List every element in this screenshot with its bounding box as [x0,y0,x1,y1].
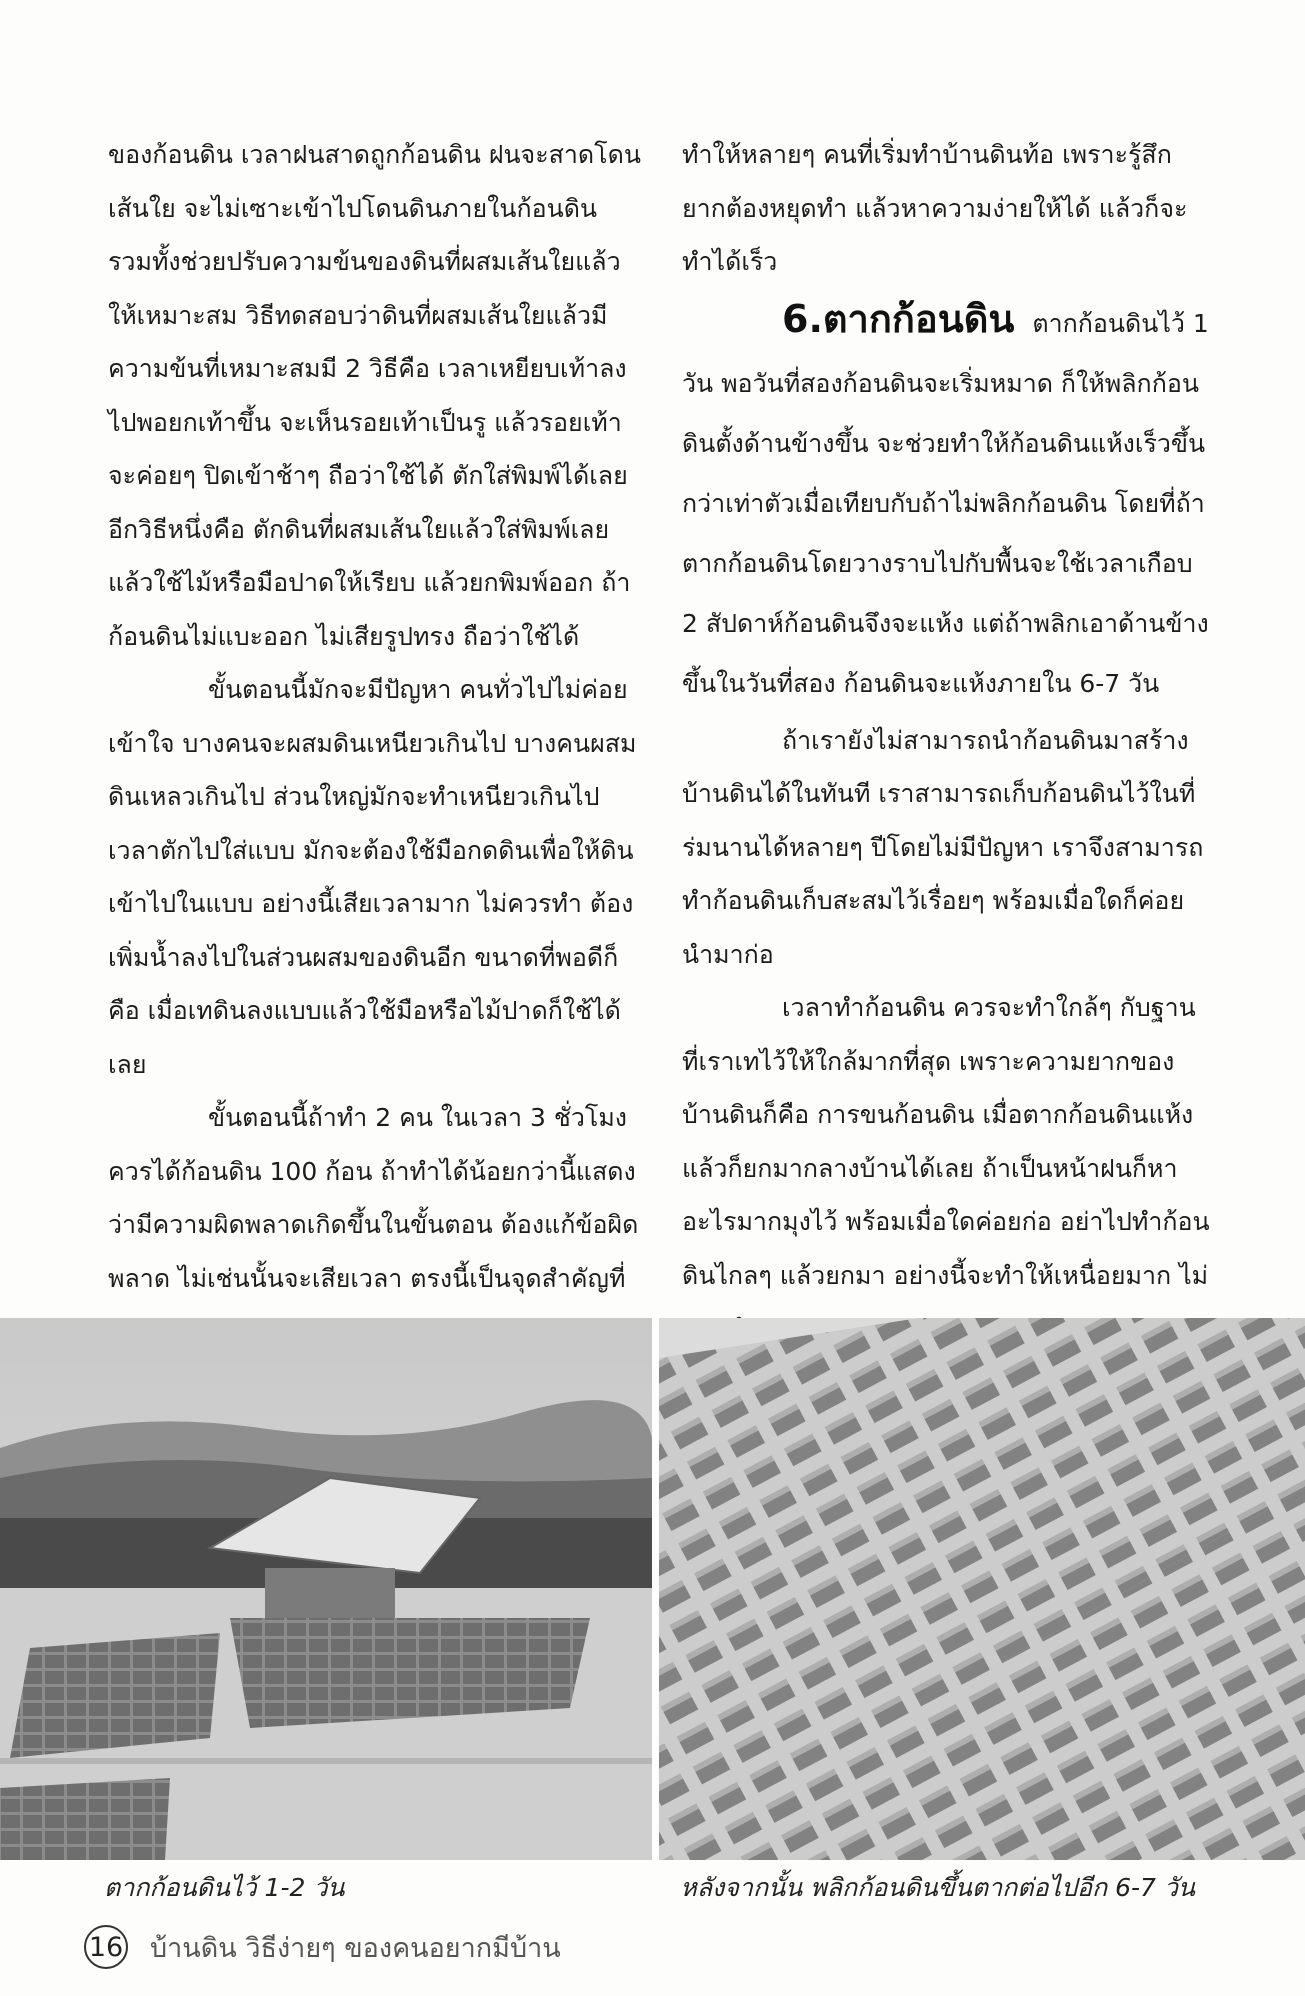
photo-drying-bricks-field [0,1318,652,1860]
section-heading: 6.ตากก้อนดิน [782,296,1015,341]
book-title: บ้านดิน วิธีง่ายๆ ของคนอยากมีบ้าน [150,1932,561,1964]
section-paragraph [682,289,1212,714]
page-footer [84,1922,561,1972]
photo-illustration [0,1318,652,1860]
section-text: ตากก้อนดินไว้ 1 วัน พอวันที่สองก้อนดินจะเริ่มหมาด ก็ให้พลิกก้อนดินตั้งด้านข้างขึ้น จะช่วยทำให้ก้อนดินแห้งเร็วขึ้นกว่าเท่าตัวเมื่อเทียบกับถ้าไม่พลิกก้อนดิน โดยที่ถ้าตากก้อนดินโดยวางราบไปกับพื้นจะใช้เวลาเกือบ 2 สัปดาห์ก้อนดินจึงจะแห้ง แต่ถ้าพลิกเอาด้านข้างขึ้นในวันที่สอง ก้อนดินจะแห้งภายใน 6-7 วัน [682,308,1209,698]
photo-caption-right: หลังจากนั้น พลิกก้อนดินขึ้นตากต่อไปอีก 6-7 วัน [680,1873,1195,1902]
photo-bricks-turned-on-side [659,1318,1305,1860]
paragraph: ขั้นตอนนี้มักจะมีปัญหา คนทั่วไปไม่ค่อยเข้าใจ บางคนจะผสมดินเหนียวเกินไป บางคนผสมดินเหลวเกินไป ส่วนใหญ่มักจะทำเหนียวเกินไป เวลาตักไปใส่แบบ มักจะต้องใช้มือกดดินเพื่อให้ดินเข้าไปในแบบ อย่างนี้เสียเวลามาก ไม่ควรทำ ต้องเพิ่มน้ำลงไปในส่วนผสมของดินอีก ขนาดที่พอดีก็คือ เมื่อเทดินลงแบบแล้วใช้มือหรือไม้ปาดก็ใช้ได้เลย [108,675,637,1079]
paragraph: ของก้อนดิน เวลาฝนสาดถูกก้อนดิน ฝนจะสาดโดนเส้นใย จะไม่เซาะเข้าไปโดนดินภายในก้อนดิน รวมทั้งช่วยปรับความข้นของดินที่ผสมเส้นใยแล้วให้เหมาะสม วิธีทดสอบว่าดินที่ผสมเส้นใยแล้วมีความข้นที่เหมาะสมมี 2 วิธีคือ เวลาเหยียบเท้าลงไปพอยกเท้าขึ้น จะเห็นรอยเท้าเป็นรู แล้วรอยเท้าจะค่อยๆ ปิดเข้าช้าๆ ถือว่าใช้ได้ ตักใส่พิมพ์ได้เลย อีกวิธีหนึ่งคือ ตักดินที่ผสมเส้นใยแล้วใส่พิมพ์เลย แล้วใช้ไม้หรือมือปาดให้เรียบ แล้วยกพิมพ์ออก ถ้าก้อนดินไม่แบะออก ไม่เสียรูปทรง ถือว่าใช้ได้ [108,140,641,651]
paragraph: ถ้าเรายังไม่สามารถนำก้อนดินมาสร้างบ้านดินได้ในทันที เราสามารถเก็บก้อนดินไว้ในที่ร่มนานได้หลายๆ ปีโดยไม่มีปัญหา เราจึงสามารถทำก้อนดินเก็บสะสมไว้เรื่อยๆ พร้อมเมื่อใดก็ค่อยนำมาก่อ [682,725,1204,969]
paragraph: เวลาทำก้อนดิน ควรจะทำใกล้ๆ กับฐานที่เราเทไว้ให้ใกล้มากที่สุด เพราะความยากของบ้านดินก็คือ การขนก้อนดิน เมื่อตากก้อนดินแห้งแล้วก็ยกมากลางบ้านได้เลย ถ้าเป็นหน้าฝนก็หาอะไรมากมุงไว้ พร้อมเมื่อใดค่อยก่อ อย่าไปทำก้อนดินไกลๆ แล้วยกมา อย่างนี้จะทำให้เหนื่อยมาก ไม่ [682,993,1210,1290]
right-column [682,128,1212,1356]
page-number: 16 [84,1925,128,1969]
photo-caption-left: ตากก้อนดินไว้ 1-2 วัน [104,1873,345,1902]
photo-illustration [659,1318,1305,1860]
left-column [108,128,645,1305]
paragraph: ทำให้หลายๆ คนที่เริ่มทำบ้านดินท้อ เพราะรู้สึกยากต้องหยุดทำ แล้วหาความง่ายให้ได้ แล้วก็จะทำได้เร็ว [682,140,1188,276]
paragraph: ขั้นตอนนี้ถ้าทำ 2 คน ในเวลา 3 ชั่วโมงควรได้ก้อนดิน 100 ก้อน ถ้าทำได้น้อยกว่านี้แสดงว่ามีความผิดพลาดเกิดขึ้นในขั้นตอน ต้องแก้ข้อผิดพลาด ไม่เช่นนั้นจะเสียเวลา ตรงนี้เป็นจุดสำคัญที่ [108,1103,639,1293]
